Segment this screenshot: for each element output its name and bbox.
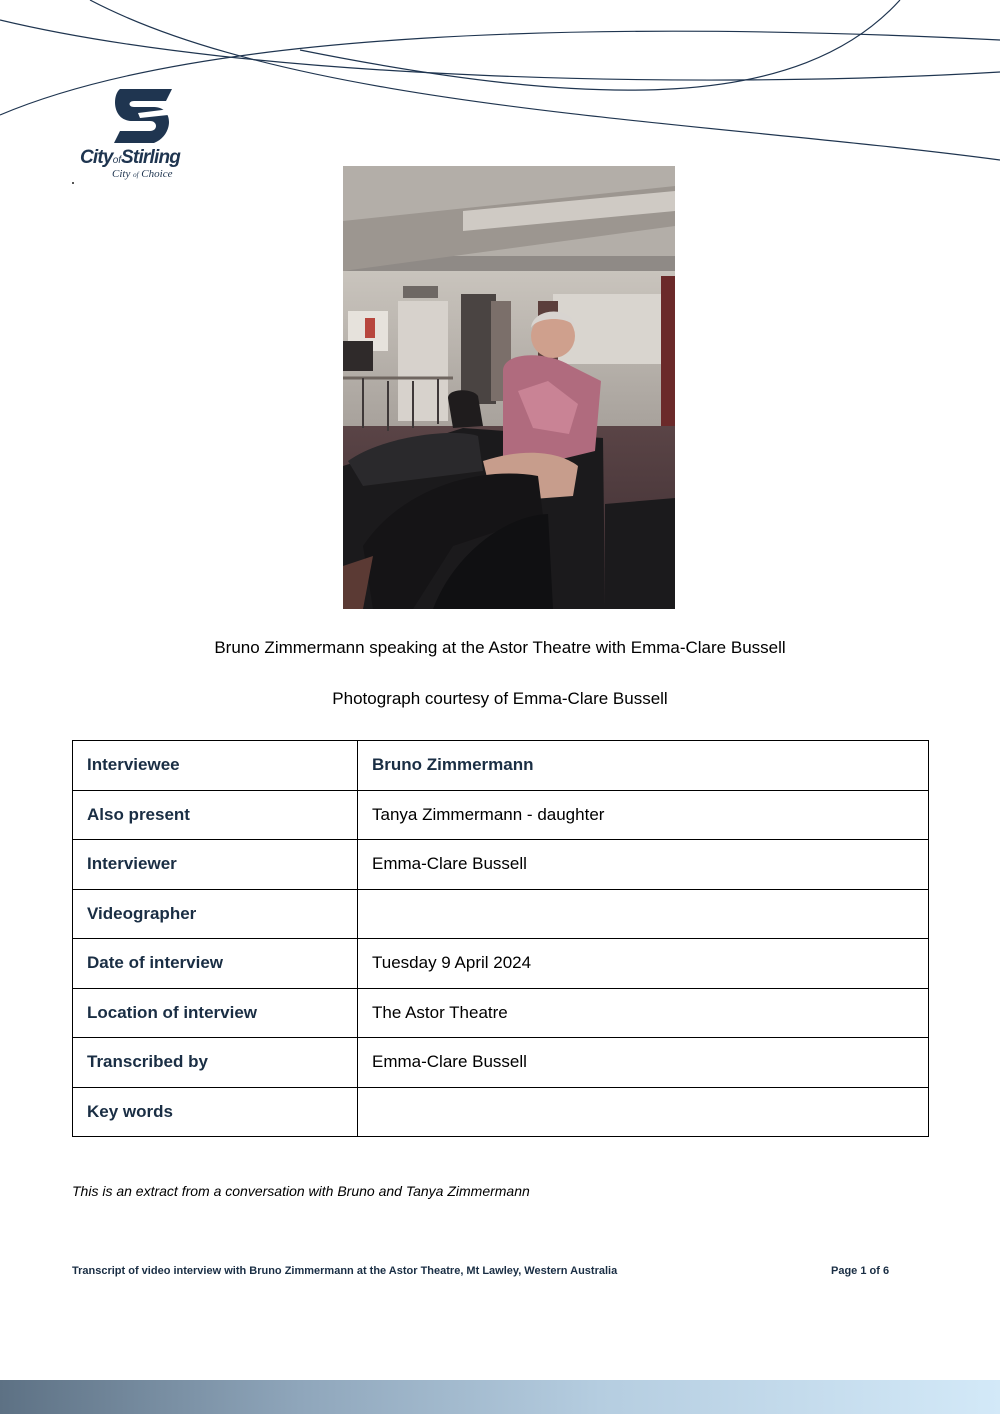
- footer-page-number: Page 1 of 6: [831, 1265, 890, 1277]
- extract-note: This is an extract from a conversation with Bruno and Tanya Zimmermann: [72, 1183, 530, 1199]
- table-row-key-words: [73, 1087, 929, 1137]
- city-of-stirling-logo: [80, 85, 210, 185]
- row-value: Tuesday 9 April 2024: [358, 939, 929, 989]
- table-row-also-present: [73, 790, 929, 840]
- row-value: Bruno Zimmermann: [358, 741, 929, 791]
- interview-photo: [343, 166, 675, 609]
- table-row-location: [73, 988, 929, 1038]
- row-value: [358, 1087, 929, 1137]
- row-value: [358, 889, 929, 939]
- table-row-videographer: [73, 889, 929, 939]
- row-label: Date of interview: [73, 939, 358, 989]
- stray-mark: [72, 182, 74, 184]
- table-row-date: [73, 939, 929, 989]
- row-label: Videographer: [73, 889, 358, 939]
- row-label: Interviewee: [73, 741, 358, 791]
- photo-caption: Bruno Zimmermann speaking at the Astor Theatre with Emma-Clare Bussell: [214, 638, 786, 657]
- row-label: Key words: [73, 1087, 358, 1137]
- row-value: The Astor Theatre: [358, 988, 929, 1038]
- row-label: Transcribed by: [73, 1038, 358, 1088]
- table-row-transcribed-by: [73, 1038, 929, 1088]
- row-value: Emma-Clare Bussell: [358, 1038, 929, 1088]
- stirling-s-mark-icon: [110, 85, 176, 147]
- table-row-interviewer: [73, 840, 929, 890]
- row-label: Also present: [73, 790, 358, 840]
- interview-details-table: [72, 740, 929, 1137]
- logo-tagline: City of Choice: [112, 168, 173, 180]
- bottom-gradient-band: [0, 1380, 1000, 1414]
- logo-wordmark: CityofStirling: [80, 147, 181, 168]
- row-value: Emma-Clare Bussell: [358, 840, 929, 890]
- table-row-interviewee: [73, 741, 929, 791]
- row-label: Location of interview: [73, 988, 358, 1038]
- row-label: Interviewer: [73, 840, 358, 890]
- photo-credit: Photograph courtesy of Emma-Clare Bussell: [332, 689, 668, 708]
- row-value: Tanya Zimmermann - daughter: [358, 790, 929, 840]
- footer-title: Transcript of video interview with Bruno Zimmermann at the Astor Theatre, Mt Lawley, Western Australia: [72, 1265, 618, 1277]
